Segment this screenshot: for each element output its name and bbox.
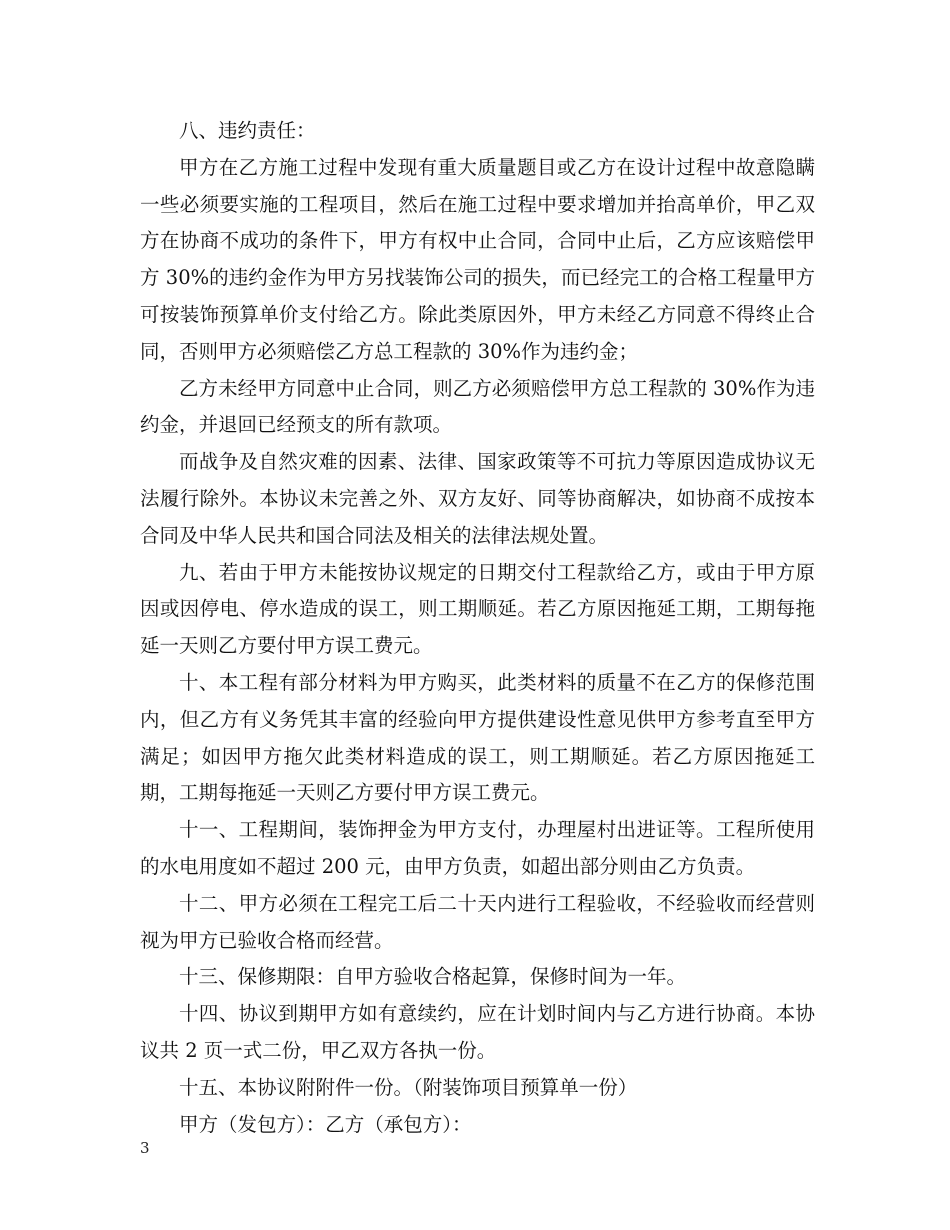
page-number: 3 [140, 1139, 150, 1157]
clause-11-deposit-utilities: 十一、工程期间，装饰押金为甲方支付，办理屋村出进证等。工程所使用的水电用度如不超过 200 元，由甲方负责，如超出部分则由乙方负责。 [140, 818, 815, 878]
paragraph-breach-party-a-termination: 甲方在乙方施工过程中发现有重大质量题目或乙方在设计过程中故意隐瞒一些必须要实施的工程项目，然后在施工过程中要求增加并抬高单价，甲乙双方在协商不成功的条件下，甲方有权中止合同，合同中止后，乙方应该赔偿甲方 30%的违约金作为甲方另找装饰公司的损失，而已经完工的合格工程量甲方可按装饰预算单价支付给乙方。除此类原因外，甲方未经乙方同意不得终止合同，否则甲方必须赔偿乙方总工程款的 30%作为违约金； [140, 155, 815, 363]
clause-10-party-a-materials: 十、本工程有部分材料为甲方购买，此类材料的质量不在乙方的保修范围内，但乙方有义务凭其丰富的经验向甲方提供建设性意见供甲方参考直至甲方满足；如因甲方拖欠此类材料造成的误工，则工期顺延。若乙方原因拖延工期，工期每拖延一天则乙方要付甲方误工费元。 [140, 670, 815, 805]
clause-12-acceptance: 十二、甲方必须在工程完工后二十天内进行工程验收，不经验收而经营则视为甲方已验收合格而经营。 [140, 891, 815, 952]
clause-15-attachment: 十五、本协议附附件一份。（附装饰项目预算单一份） [179, 1075, 638, 1099]
signature-line: 甲方（发包方）：乙方（承包方）： [179, 1112, 472, 1136]
document-body [140, 113, 815, 1143]
section-heading-breach-liability: 八、违约责任： [179, 119, 316, 142]
paragraph-breach-party-b-termination: 乙方未经甲方同意中止合同，则乙方必须赔偿甲方总工程款的 30%作为违约金，并退回已经预支的所有款项。 [140, 376, 815, 437]
paragraph-force-majeure: 而战争及自然灾难的因素、法律、国家政策等不可抗力等原因造成协议无法履行除外。本协议未完善之外、双方友好、同等协商解决，如协商不成按本合同及中华人民共和国合同法及相关的法律法规处置。 [140, 450, 815, 547]
clause-13-warranty: 十三、保修期限：自甲方验收合格起算，保修时间为一年。 [179, 965, 687, 989]
clause-9-payment-delay: 九、若由于甲方未能按协议规定的日期交付工程款给乙方，或由于甲方原因或因停电、停水造成的误工，则工期顺延。若乙方原因拖延工期，工期每拖延一天则乙方要付甲方误工费元。 [140, 560, 815, 658]
clause-14-renewal: 十四、协议到期甲方如有意续约，应在计划时间内与乙方进行协商。本协议共 2 页一式二份，甲乙双方各执一份。 [140, 1002, 815, 1062]
